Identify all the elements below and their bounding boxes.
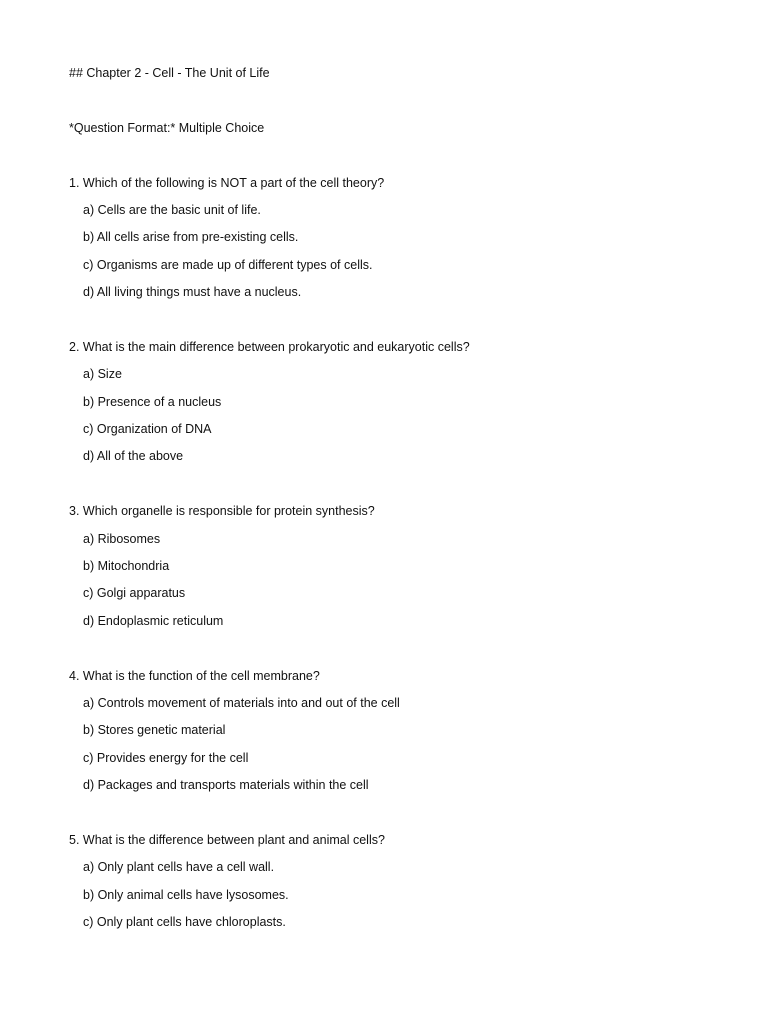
answer-option: c) Only plant cells have chloroplasts.: [83, 915, 286, 930]
spacer: [69, 146, 729, 173]
answer-option: a) Ribosomes: [83, 531, 161, 546]
question-block-1: [69, 174, 729, 311]
spacer: [69, 91, 729, 118]
answer-option: d) All living things must have a nucleus.: [83, 285, 302, 300]
answer-option: a) Size: [83, 367, 122, 382]
question-block-5: [69, 831, 729, 941]
answer-option: b) Presence of a nucleus: [83, 394, 222, 409]
answer-option: c) Organisms are made up of different types of cells.: [83, 257, 373, 272]
answer-option: a) Cells are the basic unit of life.: [83, 202, 261, 217]
question-text: 4. What is the function of the cell membrane?: [69, 668, 320, 683]
question-block-3: [69, 502, 729, 639]
answer-option: a) Only plant cells have a cell wall.: [83, 860, 275, 875]
document-body: [69, 64, 729, 941]
answer-option: d) Packages and transports materials within the cell: [83, 778, 369, 793]
question-text: 5. What is the difference between plant and animal cells?: [69, 832, 385, 847]
spacer: [69, 639, 729, 666]
spacer: [69, 804, 729, 831]
spacer: [69, 475, 729, 502]
answer-option: b) All cells arise from pre-existing cells.: [83, 230, 299, 245]
chapter-heading: ## Chapter 2 - Cell - The Unit of Life: [69, 66, 270, 80]
answer-option: b) Mitochondria: [83, 559, 170, 574]
question-text: 3. Which organelle is responsible for protein synthesis?: [69, 504, 375, 519]
spacer: [69, 311, 729, 338]
question-text: 1. Which of the following is NOT a part of the cell theory?: [69, 175, 385, 190]
answer-option: d) All of the above: [83, 449, 184, 464]
question-block-2: [69, 338, 729, 475]
answer-option: a) Controls movement of materials into and out of the cell: [83, 695, 400, 710]
answer-option: c) Provides energy for the cell: [83, 750, 249, 765]
answer-option: b) Only animal cells have lysosomes.: [83, 887, 289, 902]
question-format-line: *Question Format:* Multiple Choice: [69, 120, 265, 135]
question-text: 2. What is the main difference between prokaryotic and eukaryotic cells?: [69, 339, 470, 354]
answer-option: c) Organization of DNA: [83, 422, 212, 437]
answer-option: c) Golgi apparatus: [83, 586, 186, 601]
question-block-4: [69, 667, 729, 804]
answer-option: d) Endoplasmic reticulum: [83, 613, 224, 628]
answer-option: b) Stores genetic material: [83, 723, 226, 738]
